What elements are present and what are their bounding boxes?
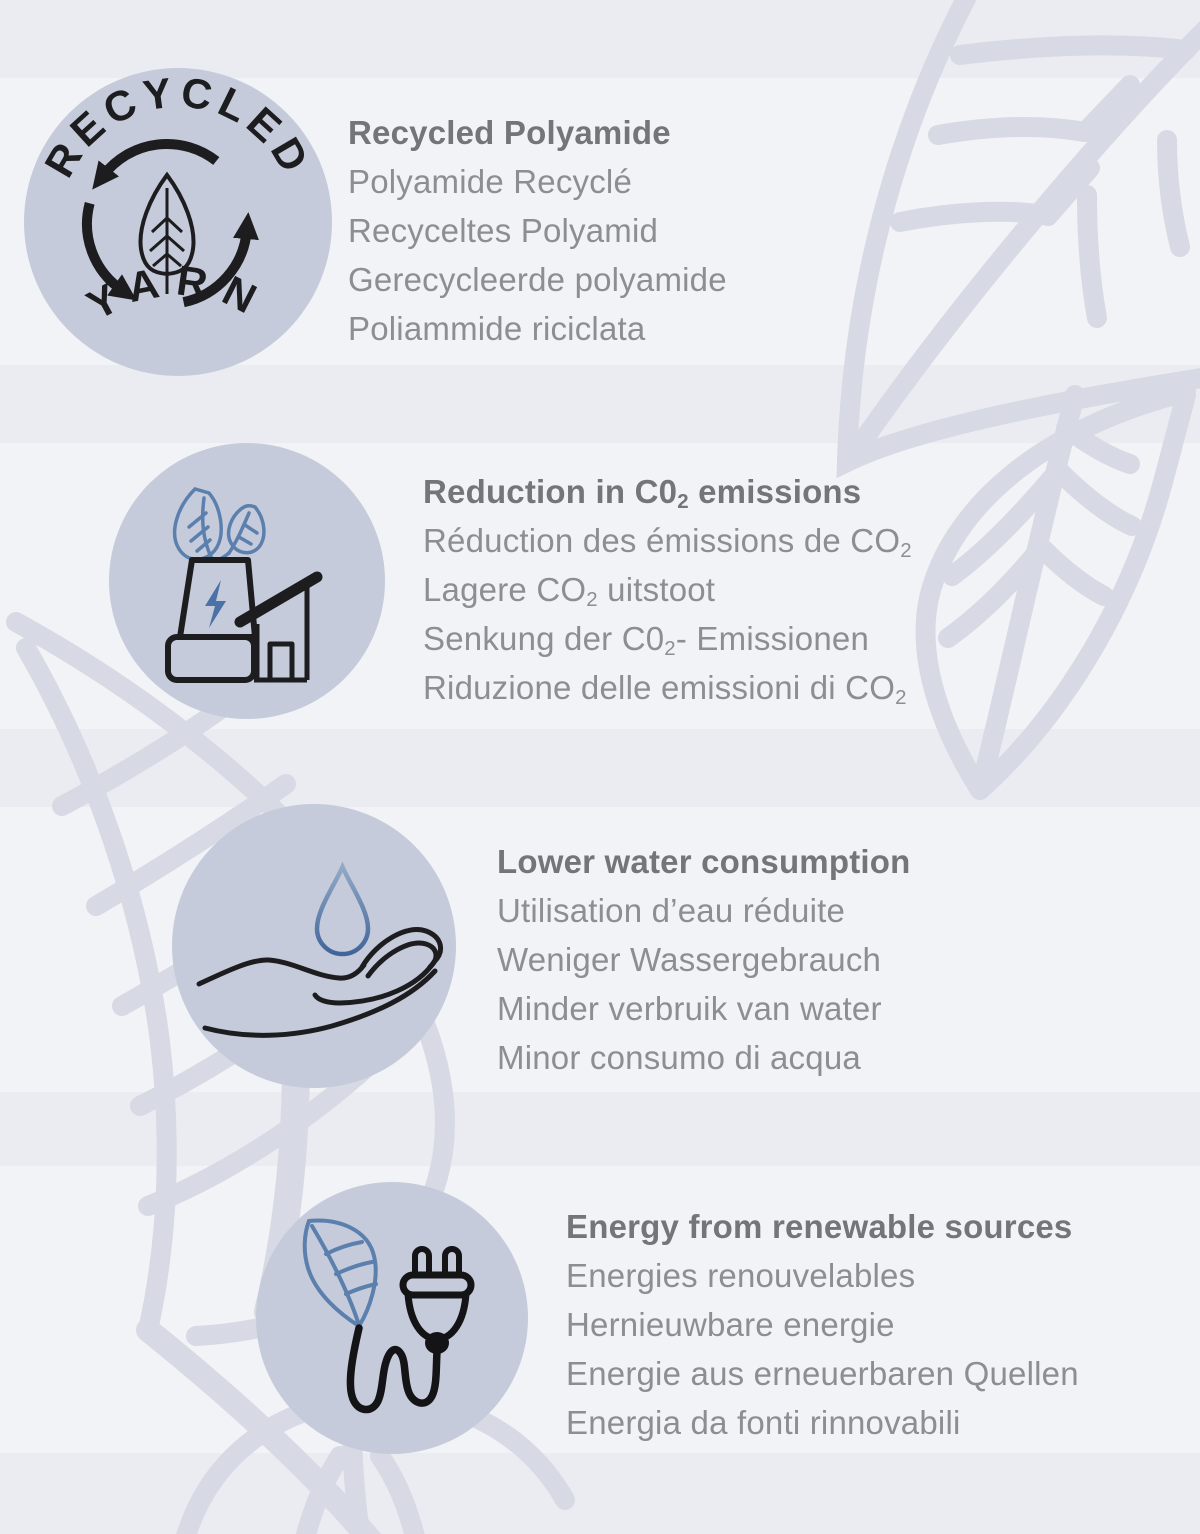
badge-bottom-text: YARN xyxy=(79,256,277,329)
factory-with-leaves-icon xyxy=(109,443,385,719)
section-text-recycled-polyamide xyxy=(348,111,727,356)
translation-line: Energies renouvelables xyxy=(566,1257,916,1294)
translation-line: Utilisation d’eau réduite xyxy=(497,892,846,929)
section-heading: Recycled Polyamide xyxy=(348,114,671,151)
section-text-lower-water xyxy=(497,840,910,1085)
decor-leaf-right-middle xyxy=(926,392,1186,790)
icon-circle xyxy=(256,1182,528,1454)
translation-line: Senkung der C02- Emissionen xyxy=(423,620,870,660)
translation-line: Gerecycleerde polyamide xyxy=(348,261,727,298)
section-text-renewable-energy xyxy=(566,1205,1079,1450)
badge-top-text: RECYCLED xyxy=(35,67,321,185)
leaf-with-plug-icon xyxy=(256,1182,528,1454)
recycled-yarn-badge xyxy=(22,66,334,378)
translation-line: Lagere CO2 uitstoot xyxy=(423,571,716,611)
translation-line: Réduction des émissions de CO2 xyxy=(423,522,912,562)
translation-line: Energia da fonti rinnovabili xyxy=(566,1404,961,1441)
translation-line: Energie aus erneuerbaren Quellen xyxy=(566,1355,1079,1392)
translation-line: Polyamide Recyclé xyxy=(348,163,633,200)
translation-line: Weniger Wassergebrauch xyxy=(497,941,882,978)
translation-line: Minder verbruik van water xyxy=(497,990,882,1027)
translation-line: Hernieuwbare energie xyxy=(566,1306,895,1343)
section-text-co2-reduction xyxy=(423,470,912,715)
hand-with-water-drop-icon xyxy=(172,804,456,1088)
section-heading: Energy from renewable sources xyxy=(566,1208,1073,1245)
section-heading: Reduction in C02 emissions xyxy=(423,473,862,513)
translation-line: Minor consumo di acqua xyxy=(497,1039,861,1076)
section-heading: Lower water consumption xyxy=(497,843,911,880)
translation-line: Poliammide riciclata xyxy=(348,310,646,347)
translation-line: Recyceltes Polyamid xyxy=(348,212,659,249)
translation-line: Riduzione delle emissioni di CO2 xyxy=(423,669,907,709)
